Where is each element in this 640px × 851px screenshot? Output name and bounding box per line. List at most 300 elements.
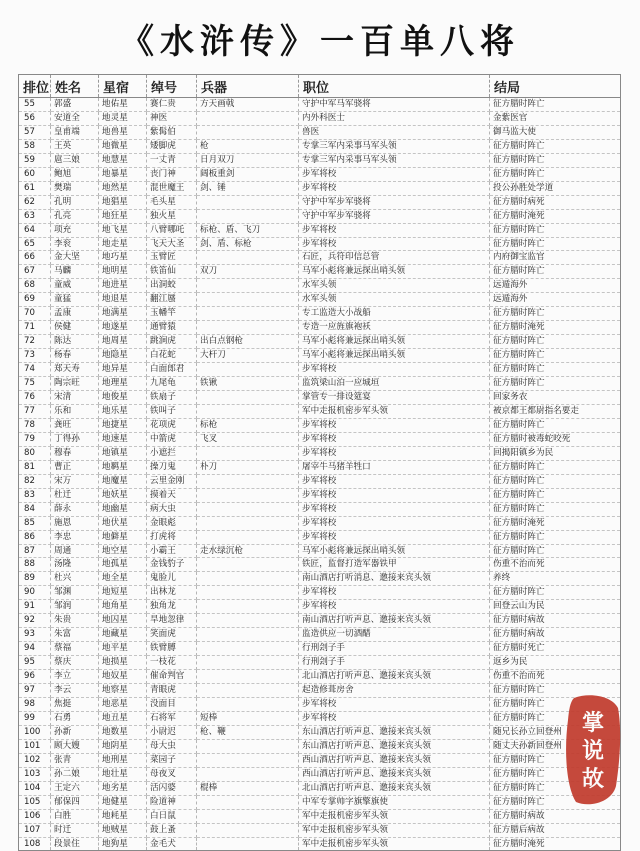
cell-position: 马军小彪将兼远探出哨头领: [299, 349, 490, 363]
table-row: [19, 167, 621, 181]
cell-fate: 征方腊时阵亡: [490, 586, 621, 600]
cell-fate: 被京都王都尉指名要走: [490, 404, 621, 418]
cell-rank: 68: [19, 279, 51, 293]
cell-position: 军中走报机密步军头领: [299, 823, 490, 837]
cell-weapon: [197, 697, 299, 711]
cell-fate: 征方腊时病故: [490, 628, 621, 642]
cell-fate: 征方腊时阵亡: [490, 544, 621, 558]
cell-star: 地羁星: [99, 460, 147, 474]
table-row: [19, 739, 621, 753]
cell-name: 邹渊: [51, 586, 99, 600]
cell-rank: 105: [19, 795, 51, 809]
cell-position: 步军将校: [299, 474, 490, 488]
table-row: [19, 391, 621, 405]
cell-nickname: 打虎将: [147, 530, 197, 544]
cell-position: 步军将校: [299, 446, 490, 460]
cell-star: 地耗星: [99, 809, 147, 823]
table-row: [19, 795, 621, 809]
cell-weapon: [197, 488, 299, 502]
cell-star: 地周星: [99, 335, 147, 349]
table-row: [19, 767, 621, 781]
cell-star: 地隐星: [99, 349, 147, 363]
cell-weapon: 方天画戟: [197, 98, 299, 112]
cell-nickname: 菜园子: [147, 753, 197, 767]
cell-position: 专掌三军内采事马军头领: [299, 139, 490, 153]
cell-rank: 97: [19, 684, 51, 698]
cell-star: 地进星: [99, 279, 147, 293]
cell-fate: 投公孙胜处学道: [490, 181, 621, 195]
header-star: 星宿: [99, 75, 147, 98]
cell-fate: 征方腊时死亡: [490, 642, 621, 656]
cell-nickname: 玉臂匠: [147, 251, 197, 265]
cell-weapon: 走水绿沉枪: [197, 544, 299, 558]
table-row: [19, 321, 621, 335]
cell-weapon: [197, 251, 299, 265]
cell-star: 地捷星: [99, 418, 147, 432]
cell-name: 孙新: [51, 725, 99, 739]
cell-rank: 86: [19, 530, 51, 544]
cell-fate: 内府御宝监官: [490, 251, 621, 265]
cell-position: 南山酒店打听声息、邀接来宾头领: [299, 614, 490, 628]
cell-weapon: 出白点钢枪: [197, 335, 299, 349]
table-row: [19, 670, 621, 684]
table-row: [19, 544, 621, 558]
cell-fate: 征方腊时阵亡: [490, 795, 621, 809]
cell-nickname: 没面目: [147, 697, 197, 711]
cell-star: 地灵星: [99, 111, 147, 125]
cell-weapon: [197, 279, 299, 293]
cell-rank: 92: [19, 614, 51, 628]
cell-name: 李云: [51, 684, 99, 698]
cell-fate: 远遁海外: [490, 293, 621, 307]
cell-fate: 征方腊时阵亡: [490, 363, 621, 377]
cell-position: 铁匠，监督打造军器铁甲: [299, 558, 490, 572]
cell-position: 军中走报机密步军头领: [299, 404, 490, 418]
cell-star: 地速星: [99, 432, 147, 446]
cell-position: 马军小彪将兼远探出哨头领: [299, 335, 490, 349]
cell-fate: 回登云山为民: [490, 600, 621, 614]
cell-nickname: 神医: [147, 111, 197, 125]
cell-weapon: [197, 391, 299, 405]
cell-star: 地妖星: [99, 488, 147, 502]
cell-weapon: [197, 628, 299, 642]
cell-rank: 100: [19, 725, 51, 739]
cell-rank: 78: [19, 418, 51, 432]
table-row: [19, 293, 621, 307]
cell-nickname: 花项虎: [147, 418, 197, 432]
cell-name: 孔明: [51, 195, 99, 209]
cell-name: 龚旺: [51, 418, 99, 432]
cell-nickname: 小尉迟: [147, 725, 197, 739]
cell-star: 地囚星: [99, 614, 147, 628]
table-row: [19, 265, 621, 279]
table-row: [19, 488, 621, 502]
cell-rank: 89: [19, 572, 51, 586]
cell-star: 地损星: [99, 656, 147, 670]
cell-nickname: 旱地忽律: [147, 614, 197, 628]
cell-nickname: 鬼脸儿: [147, 572, 197, 586]
cell-rank: 103: [19, 767, 51, 781]
table-row: [19, 363, 621, 377]
cell-name: 汤隆: [51, 558, 99, 572]
cell-name: 杨春: [51, 349, 99, 363]
cell-fate: 征方腊时阵亡: [490, 153, 621, 167]
cell-name: 顾大嫂: [51, 739, 99, 753]
cell-rank: 94: [19, 642, 51, 656]
cell-fate: 征方腊时淹死: [490, 516, 621, 530]
cell-star: 地贼星: [99, 823, 147, 837]
cell-position: 兽医: [299, 125, 490, 139]
cell-nickname: 八臂哪吒: [147, 223, 197, 237]
cell-fate: 征方腊时阵亡: [490, 335, 621, 349]
cell-weapon: [197, 321, 299, 335]
cell-fate: 征方腊时阵亡: [490, 530, 621, 544]
cell-rank: 96: [19, 670, 51, 684]
cell-nickname: 母大虫: [147, 739, 197, 753]
cell-star: 地佑星: [99, 98, 147, 112]
cell-fate: 征方腊时阵亡: [490, 98, 621, 112]
cell-nickname: 小遮拦: [147, 446, 197, 460]
cell-star: 地俊星: [99, 391, 147, 405]
cell-star: 地遂星: [99, 321, 147, 335]
cell-weapon: 标枪、盾、飞刀: [197, 223, 299, 237]
table-row: [19, 98, 621, 112]
cell-name: 乐和: [51, 404, 99, 418]
cell-weapon: 双刀: [197, 265, 299, 279]
cell-name: 段景住: [51, 837, 99, 851]
cell-name: 孟康: [51, 307, 99, 321]
cell-rank: 91: [19, 600, 51, 614]
cell-star: 地丑星: [99, 711, 147, 725]
cell-fate: 征方腊时阵亡: [490, 349, 621, 363]
table-row: [19, 111, 621, 125]
cell-fate: 征方腊时阵亡: [490, 684, 621, 698]
cell-name: 鲍旭: [51, 167, 99, 181]
cell-position: 行刑刽子手: [299, 656, 490, 670]
cell-name: 扈三娘: [51, 153, 99, 167]
cell-weapon: 大杆刀: [197, 349, 299, 363]
cell-nickname: 摸着天: [147, 488, 197, 502]
cell-name: 郭盛: [51, 98, 99, 112]
cell-fate: 征方腊时阵亡: [490, 502, 621, 516]
table-row: [19, 684, 621, 698]
table-row: [19, 502, 621, 516]
cell-weapon: 飞叉: [197, 432, 299, 446]
cell-weapon: [197, 474, 299, 488]
cell-rank: 74: [19, 363, 51, 377]
cell-nickname: 青眼虎: [147, 684, 197, 698]
table-row: [19, 307, 621, 321]
cell-nickname: 铁扇子: [147, 391, 197, 405]
cell-name: 童猛: [51, 293, 99, 307]
cell-star: 地狂星: [99, 209, 147, 223]
cell-weapon: [197, 530, 299, 544]
cell-star: 地奴星: [99, 670, 147, 684]
cell-nickname: 一丈青: [147, 153, 197, 167]
cell-position: 东山酒店打听声息、邀接来宾头领: [299, 739, 490, 753]
cell-rank: 66: [19, 251, 51, 265]
cell-name: 周通: [51, 544, 99, 558]
cell-fate: 征方腊时淹死: [490, 837, 621, 851]
cell-position: 步军将校: [299, 711, 490, 725]
cell-weapon: [197, 125, 299, 139]
cell-rank: 77: [19, 404, 51, 418]
cell-rank: 88: [19, 558, 51, 572]
table-row: [19, 432, 621, 446]
cell-rank: 83: [19, 488, 51, 502]
cell-fate: 征方腊时阵亡: [490, 488, 621, 502]
cell-name: 郁保四: [51, 795, 99, 809]
table-row: [19, 656, 621, 670]
cell-star: 地刑星: [99, 753, 147, 767]
cell-nickname: 金毛犬: [147, 837, 197, 851]
cell-star: 地飞星: [99, 223, 147, 237]
cell-position: 步军将校: [299, 432, 490, 446]
cell-rank: 99: [19, 711, 51, 725]
cell-fate: 金紫医官: [490, 111, 621, 125]
cell-position: 步军将校: [299, 223, 490, 237]
cell-position: 南山酒店打听消息、邀接来宾头领: [299, 572, 490, 586]
cell-nickname: 笑面虎: [147, 628, 197, 642]
cell-fate: 征方腊时阵亡: [490, 781, 621, 795]
cell-star: 地劣星: [99, 781, 147, 795]
cell-fate: 随丈夫孙新回登州: [490, 739, 621, 753]
cell-fate: 征方腊时病故: [490, 809, 621, 823]
cell-position: 水军头领: [299, 279, 490, 293]
header-position: 职位: [299, 75, 490, 98]
cell-weapon: [197, 753, 299, 767]
cell-position: 步军将校: [299, 167, 490, 181]
cell-name: 童威: [51, 279, 99, 293]
cell-nickname: 病大虫: [147, 502, 197, 516]
cell-star: 地异星: [99, 363, 147, 377]
cell-position: 监筑梁山泊一应城垣: [299, 377, 490, 391]
cell-fate: 征方腊时阵亡: [490, 167, 621, 181]
cell-star: 地察星: [99, 684, 147, 698]
cell-weapon: [197, 795, 299, 809]
cell-nickname: 铁叫子: [147, 404, 197, 418]
cell-star: 地短星: [99, 586, 147, 600]
cell-weapon: [197, 363, 299, 377]
cell-weapon: [197, 809, 299, 823]
cell-weapon: [197, 823, 299, 837]
table-row: [19, 153, 621, 167]
cell-fate: 征方腊时阵亡: [490, 139, 621, 153]
cell-star: 地然星: [99, 181, 147, 195]
table-row: [19, 753, 621, 767]
cell-name: 侯健: [51, 321, 99, 335]
cell-rank: 85: [19, 516, 51, 530]
cell-name: 郑天寿: [51, 363, 99, 377]
table-row: [19, 404, 621, 418]
cell-position: 内外科医士: [299, 111, 490, 125]
cell-rank: 106: [19, 809, 51, 823]
cell-star: 地退星: [99, 293, 147, 307]
cell-position: 北山酒店打听声息、邀接来宾头领: [299, 781, 490, 795]
cell-fate: 征方腊时阵亡: [490, 753, 621, 767]
header-nickname: 绰号: [147, 75, 197, 98]
cell-name: 项充: [51, 223, 99, 237]
cell-nickname: 中箭虎: [147, 432, 197, 446]
cell-fate: 伤重不治而死: [490, 670, 621, 684]
cell-rank: 82: [19, 474, 51, 488]
cell-rank: 75: [19, 377, 51, 391]
cell-name: 施恩: [51, 516, 99, 530]
cell-nickname: 丧门神: [147, 167, 197, 181]
cell-rank: 69: [19, 293, 51, 307]
table-row: [19, 125, 621, 139]
table-row: [19, 460, 621, 474]
cell-weapon: 朴刀: [197, 460, 299, 474]
cell-name: 樊瑞: [51, 181, 99, 195]
cell-star: 地狗星: [99, 837, 147, 851]
cell-rank: 76: [19, 391, 51, 405]
table-row: [19, 586, 621, 600]
cell-rank: 61: [19, 181, 51, 195]
cell-position: 中军专掌帅字旗擎旗使: [299, 795, 490, 809]
cell-fate: 养终: [490, 572, 621, 586]
cell-nickname: 险道神: [147, 795, 197, 809]
cell-star: 地藏星: [99, 628, 147, 642]
table-row: [19, 251, 621, 265]
cell-rank: 72: [19, 335, 51, 349]
cell-weapon: 枪、鞭: [197, 725, 299, 739]
cell-position: 步军将校: [299, 586, 490, 600]
cell-nickname: 混世魔王: [147, 181, 197, 195]
cell-rank: 62: [19, 195, 51, 209]
cell-rank: 58: [19, 139, 51, 153]
table-row: [19, 139, 621, 153]
cell-name: 白胜: [51, 809, 99, 823]
cell-name: 杜迁: [51, 488, 99, 502]
cell-position: 守护中军步军骁将: [299, 195, 490, 209]
cell-position: 专工监造大小战船: [299, 307, 490, 321]
cell-position: 步军将校: [299, 502, 490, 516]
cell-weapon: [197, 767, 299, 781]
cell-rank: 101: [19, 739, 51, 753]
cell-position: 西山酒店打听声息、邀接来宾头领: [299, 767, 490, 781]
table-row: [19, 279, 621, 293]
cell-rank: 102: [19, 753, 51, 767]
header-rank: 排位: [19, 75, 51, 98]
cell-rank: 84: [19, 502, 51, 516]
cell-position: 北山酒店打听声息、邀接来宾头领: [299, 670, 490, 684]
cell-name: 薛永: [51, 502, 99, 516]
cell-star: 地幽星: [99, 502, 147, 516]
cell-rank: 55: [19, 98, 51, 112]
cell-nickname: 飞天大圣: [147, 237, 197, 251]
cell-rank: 63: [19, 209, 51, 223]
cell-weapon: [197, 558, 299, 572]
table-row: [19, 809, 621, 823]
cell-rank: 73: [19, 349, 51, 363]
cell-nickname: 云里金刚: [147, 474, 197, 488]
cell-fate: 征方腊时阵亡: [490, 767, 621, 781]
cell-position: 马军小彪将兼远探出哨头领: [299, 544, 490, 558]
cell-star: 地微星: [99, 139, 147, 153]
cell-rank: 60: [19, 167, 51, 181]
cell-name: 张青: [51, 753, 99, 767]
cell-weapon: [197, 670, 299, 684]
cell-position: 守护中军马军骁将: [299, 98, 490, 112]
cell-position: 军中走报机密步军头领: [299, 837, 490, 851]
cell-position: 专掌三军内采事马军头领: [299, 153, 490, 167]
cell-name: 朱富: [51, 628, 99, 642]
table-row: [19, 474, 621, 488]
cell-star: 地恶星: [99, 697, 147, 711]
table-row: [19, 195, 621, 209]
cell-position: 东山酒店打听声息、邀接来宾头领: [299, 725, 490, 739]
table-row: [19, 823, 621, 837]
table-row: [19, 335, 621, 349]
cell-star: 地伏星: [99, 516, 147, 530]
cell-weapon: 棍棒: [197, 781, 299, 795]
cell-name: 李立: [51, 670, 99, 684]
cell-fate: 回家务农: [490, 391, 621, 405]
cell-nickname: 金钱豹子: [147, 558, 197, 572]
cell-nickname: 紫髯伯: [147, 125, 197, 139]
seal-stamp: [560, 690, 626, 810]
svg-text:掌: 掌: [581, 710, 605, 736]
cell-position: 石匠，兵符印信总管: [299, 251, 490, 265]
cell-nickname: 铁臂膊: [147, 642, 197, 656]
cell-weapon: 阔板重剑: [197, 167, 299, 181]
cell-star: 地壮星: [99, 767, 147, 781]
cell-rank: 57: [19, 125, 51, 139]
cell-name: 蔡福: [51, 642, 99, 656]
table-row: [19, 628, 621, 642]
table-row: [19, 418, 621, 432]
cell-name: 皇甫端: [51, 125, 99, 139]
cell-nickname: 白面郎君: [147, 363, 197, 377]
cell-fate: 征方腊时淹死: [490, 209, 621, 223]
cell-fate: 征方腊时阵亡: [490, 237, 621, 251]
cell-fate: 征方腊时阵亡: [490, 711, 621, 725]
cell-fate: 征方腊时病故: [490, 614, 621, 628]
cell-position: 步军将校: [299, 418, 490, 432]
table-row: [19, 349, 621, 363]
cell-name: 丁得孙: [51, 432, 99, 446]
cell-position: 步军将校: [299, 237, 490, 251]
cell-weapon: 剑、盾、标枪: [197, 237, 299, 251]
page-title: 《水浒传》一百单八将: [120, 22, 520, 62]
cell-nickname: 九尾龟: [147, 377, 197, 391]
cell-name: 曹正: [51, 460, 99, 474]
cell-rank: 108: [19, 837, 51, 851]
cell-fate: 征方腊时病死: [490, 195, 621, 209]
cell-weapon: [197, 111, 299, 125]
cell-fate: 征方腊时阵亡: [490, 223, 621, 237]
cell-star: 地镇星: [99, 446, 147, 460]
cell-name: 王定六: [51, 781, 99, 795]
cell-nickname: 矮脚虎: [147, 139, 197, 153]
cell-position: 军中走报机密步军头领: [299, 809, 490, 823]
cell-star: 地平星: [99, 642, 147, 656]
cell-nickname: 石将军: [147, 711, 197, 725]
cell-fate: 征方腊时阵亡: [490, 265, 621, 279]
cell-rank: 107: [19, 823, 51, 837]
cell-nickname: 赛仁贵: [147, 98, 197, 112]
cell-nickname: 翻江蜃: [147, 293, 197, 307]
cell-weapon: 短棒: [197, 711, 299, 725]
cell-star: 地暴星: [99, 167, 147, 181]
cell-weapon: [197, 600, 299, 614]
cell-weapon: [197, 209, 299, 223]
cell-rank: 98: [19, 697, 51, 711]
cell-name: 宋万: [51, 474, 99, 488]
cell-nickname: 白日鼠: [147, 809, 197, 823]
cell-star: 地满星: [99, 307, 147, 321]
